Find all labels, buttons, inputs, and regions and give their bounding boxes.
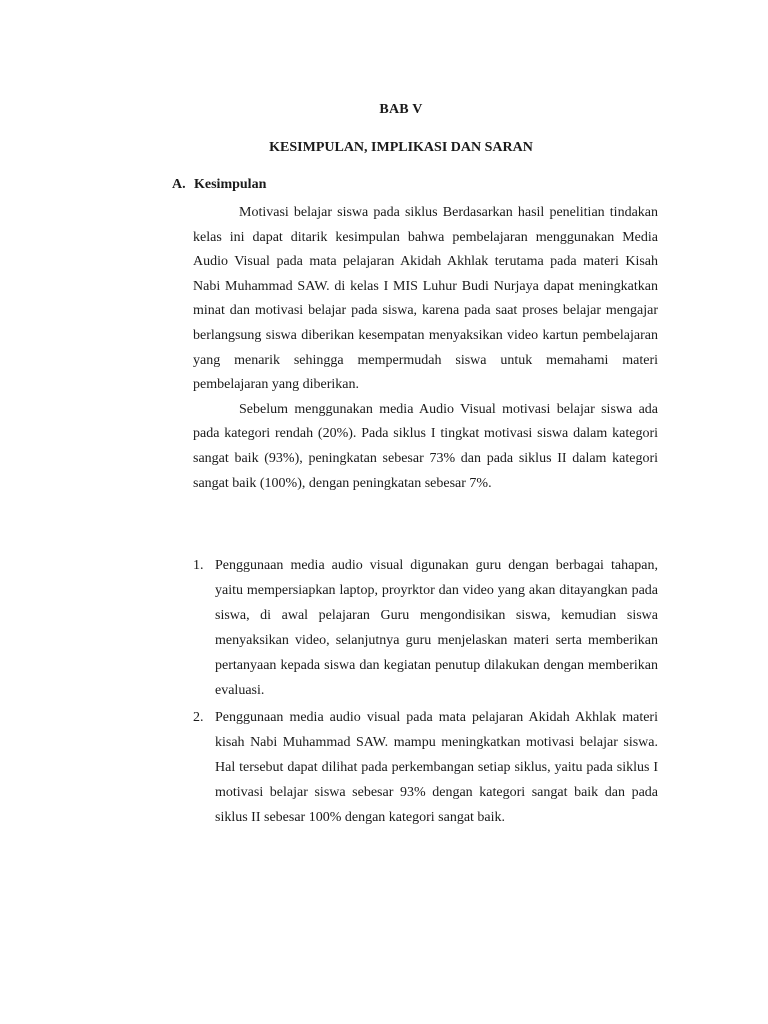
list-item-text: Penggunaan media audio visual digunakan guru dengan berbagai tahapan, yaitu mempersiapkan laptop, proyrktor dan video yang akan ditayangkan pada siswa, di awal pelajaran Guru mengondisikan siswa, kemudian siswa menyaksikan video, selanjutnya guru menjelaskan materi serta memberikan pertanyaan kepada siswa dan kegiatan penutup dilakukan dengan memberikan evaluasi.: [215, 558, 658, 698]
list-item-number: 1.: [193, 558, 204, 573]
list-item-number: 2.: [193, 710, 204, 725]
section-heading-text: Kesimpulan: [194, 177, 267, 192]
section-letter: A.: [172, 177, 186, 192]
chapter-title: BAB V: [379, 102, 423, 117]
list-item: [193, 705, 658, 830]
section-heading: [172, 177, 266, 193]
chapter-subtitle: KESIMPULAN, IMPLIKASI DAN SARAN: [269, 140, 533, 155]
section-body: [193, 201, 658, 496]
paragraph: Motivasi belajar siswa pada siklus Berdasarkan hasil penelitian tindakan kelas ini dapat ditarik kesimpulan bahwa pembelajaran menggunakan Media Audio Visual pada mata pelajaran Akidah Akhlak terutama pada materi Kisah Nabi Muhammad SAW. di kelas I MIS Luhur Budi Nurjaya dapat meningkatkan minat dan motivasi belajar pada siswa, karena pada saat proses belajar mengajar berlangsung siswa diberikan kesempatan menyaksikan video kartun pembelajaran yang menarik sehingga mempermudah siswa untuk memahami materi pembelajaran yang diberikan.: [193, 205, 658, 393]
list-item-text: Penggunaan media audio visual pada mata pelajaran Akidah Akhlak materi kisah Nabi Muhammad SAW. mampu meningkatkan motivasi belajar siswa. Hal tersebut dapat dilihat pada perkembangan setiap siklus, yaitu pada siklus I motivasi belajar siswa sebesar 93% dengan kategori sangat baik dan pada siklus II sebesar 100% dengan kategori sangat baik.: [215, 710, 658, 825]
list-item: [193, 553, 658, 703]
paragraph: Sebelum menggunakan media Audio Visual motivasi belajar siswa ada pada kategori rendah (20%). Pada siklus I tingkat motivasi siswa dalam kategori sangat baik (93%), peningkatan sebesar 73% dan pada siklus II dalam kategori sangat baik (100%), dengan peningkatan sebesar 7%.: [193, 401, 658, 491]
